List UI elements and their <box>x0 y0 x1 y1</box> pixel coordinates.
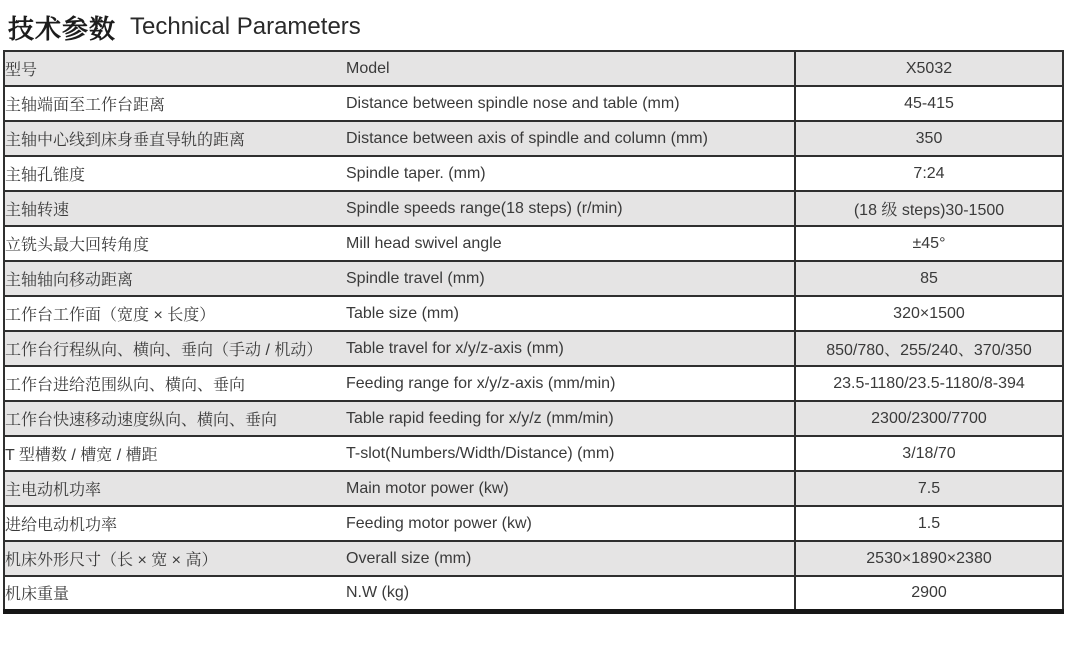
param-name-en: Table travel for x/y/z-axis (mm) <box>346 331 795 366</box>
param-value: 45-415 <box>795 86 1063 121</box>
param-value: 7:24 <box>795 156 1063 191</box>
param-name-zh: 工作台行程纵向、横向、垂向（手动 / 机动） <box>4 331 346 366</box>
param-value: 85 <box>795 261 1063 296</box>
param-value: 320×1500 <box>795 296 1063 331</box>
param-value: 2530×1890×2380 <box>795 541 1063 576</box>
param-value: 350 <box>795 121 1063 156</box>
table-row <box>4 401 1063 436</box>
param-value: 850/780、255/240、370/350 <box>795 331 1063 366</box>
table-row <box>4 331 1063 366</box>
param-value: ±45° <box>795 226 1063 261</box>
page-title-en: Technical Parameters <box>130 13 361 40</box>
param-name-zh: T 型槽数 / 槽宽 / 槽距 <box>4 436 346 471</box>
param-name-en: Feeding range for x/y/z-axis (mm/min) <box>346 366 795 401</box>
param-name-en: Feeding motor power (kw) <box>346 506 795 541</box>
table-row <box>4 506 1063 541</box>
param-name-zh: 主轴转速 <box>4 191 346 226</box>
param-name-en: Table rapid feeding for x/y/z (mm/min) <box>346 401 795 436</box>
param-name-en: Mill head swivel angle <box>346 226 795 261</box>
param-name-en: Distance between spindle nose and table (mm) <box>346 86 795 121</box>
param-name-en: Main motor power (kw) <box>346 471 795 506</box>
param-value: X5032 <box>795 51 1063 86</box>
table-row <box>4 541 1063 576</box>
param-value: 2300/2300/7700 <box>795 401 1063 436</box>
param-value: 3/18/70 <box>795 436 1063 471</box>
table-row <box>4 121 1063 156</box>
param-name-zh: 立铣头最大回转角度 <box>4 226 346 261</box>
param-name-zh: 型号 <box>4 51 346 86</box>
param-name-en: Model <box>346 51 795 86</box>
param-name-zh: 进给电动机功率 <box>4 506 346 541</box>
page-title <box>8 6 1067 48</box>
param-name-zh: 主轴孔锥度 <box>4 156 346 191</box>
table-row <box>4 156 1063 191</box>
table-row <box>4 436 1063 471</box>
table-row <box>4 576 1063 611</box>
param-name-en: N.W (kg) <box>346 576 795 611</box>
param-name-zh: 主电动机功率 <box>4 471 346 506</box>
table-row <box>4 296 1063 331</box>
param-name-zh: 主轴端面至工作台距离 <box>4 86 346 121</box>
param-name-zh: 主轴中心线到床身垂直导轨的距离 <box>4 121 346 156</box>
param-name-zh: 机床外形尺寸（长 × 宽 × 高） <box>4 541 346 576</box>
param-name-en: Table size (mm) <box>346 296 795 331</box>
param-name-en: Distance between axis of spindle and column (mm) <box>346 121 795 156</box>
technical-parameters-section <box>3 50 1064 614</box>
param-name-zh: 工作台快速移动速度纵向、横向、垂向 <box>4 401 346 436</box>
param-name-zh: 主轴轴向移动距离 <box>4 261 346 296</box>
param-name-zh: 工作台工作面（宽度 × 长度） <box>4 296 346 331</box>
table-row <box>4 226 1063 261</box>
table-row <box>4 366 1063 401</box>
technical-parameters-table <box>3 50 1064 614</box>
param-value: 2900 <box>795 576 1063 611</box>
param-name-en: Spindle travel (mm) <box>346 261 795 296</box>
table-body <box>4 51 1063 611</box>
param-name-en: Spindle taper. (mm) <box>346 156 795 191</box>
param-name-en: Spindle speeds range(18 steps) (r/min) <box>346 191 795 226</box>
param-value: 7.5 <box>795 471 1063 506</box>
table-row <box>4 471 1063 506</box>
param-value: 1.5 <box>795 506 1063 541</box>
param-name-zh: 工作台进给范围纵向、横向、垂向 <box>4 366 346 401</box>
param-name-en: T-slot(Numbers/Width/Distance) (mm) <box>346 436 795 471</box>
param-name-en: Overall size (mm) <box>346 541 795 576</box>
param-name-zh: 机床重量 <box>4 576 346 611</box>
table-row <box>4 191 1063 226</box>
param-value: 23.5-1180/23.5-1180/8-394 <box>795 366 1063 401</box>
table-row <box>4 86 1063 121</box>
page-title-zh: 技术参数 <box>8 13 117 44</box>
table-row <box>4 261 1063 296</box>
param-value: (18 级 steps)30-1500 <box>795 191 1063 226</box>
table-row <box>4 51 1063 86</box>
